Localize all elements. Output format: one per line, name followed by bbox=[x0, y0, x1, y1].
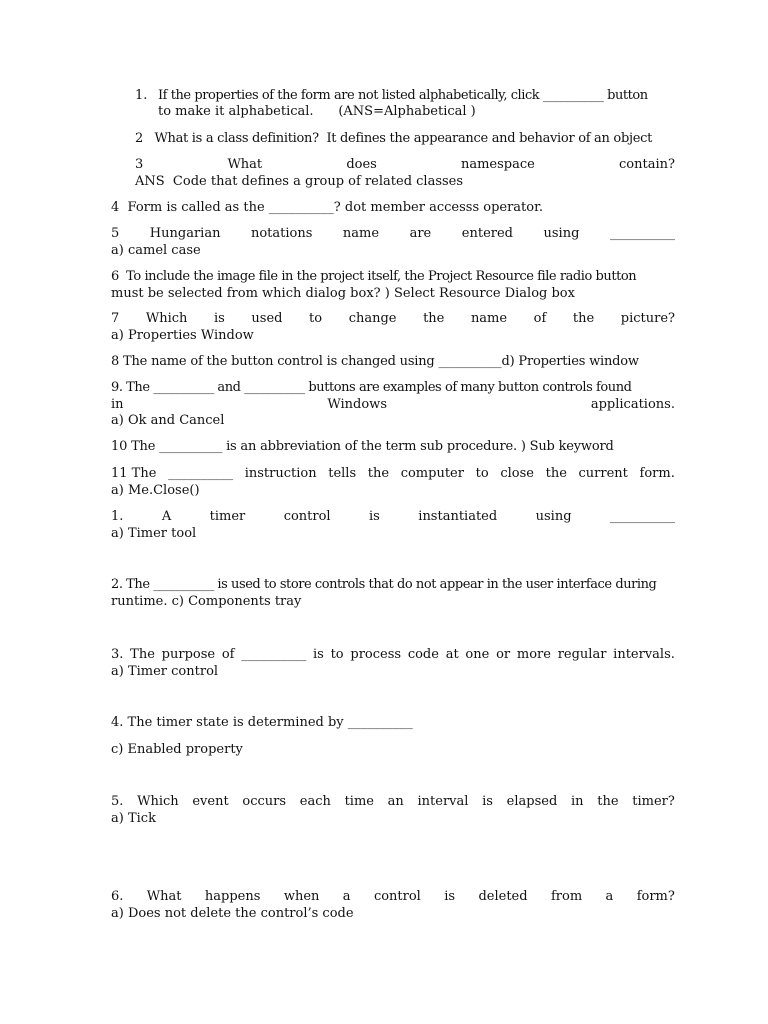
timer-question-3-answer: a) Timer control bbox=[111, 663, 219, 679]
question-7-word: the bbox=[423, 311, 445, 326]
timer-question-1-word: using bbox=[535, 509, 572, 524]
question-3-word: What bbox=[227, 157, 263, 172]
timer-question-1-word: A bbox=[161, 509, 172, 524]
timer-question-3-word: purpose bbox=[161, 647, 216, 662]
question-7-word: change bbox=[348, 311, 397, 326]
timer-question-6-word: a bbox=[342, 889, 351, 904]
timer-question-6-word: control bbox=[373, 889, 421, 904]
question-11-word: the bbox=[367, 466, 390, 481]
timer-question-5-word: interval bbox=[417, 794, 469, 809]
timer-question-2-line-2: runtime. c) Components tray bbox=[111, 593, 302, 609]
question-5-word: 5 bbox=[111, 226, 120, 241]
question-9-word: applications. bbox=[590, 396, 675, 412]
timer-question-3-word: more bbox=[516, 647, 551, 662]
timer-question-4-answer: c) Enabled property bbox=[111, 742, 243, 757]
question-3-word: contain? bbox=[619, 157, 675, 172]
timer-question-3-word: code bbox=[407, 647, 439, 662]
question-5-word: notations bbox=[250, 226, 313, 241]
question-11 bbox=[111, 466, 675, 499]
question-9-word: Windows bbox=[327, 396, 387, 412]
timer-question-6-word: deleted bbox=[478, 889, 528, 904]
question-7-word: 7 bbox=[111, 311, 120, 326]
question-11-word: form. bbox=[639, 466, 675, 481]
question-5 bbox=[111, 226, 675, 259]
question-5-line bbox=[111, 226, 675, 243]
question-11-word: __________ bbox=[168, 466, 234, 481]
question-6-line-2: must be selected from which dialog box? ) Select Resource Dialog box bbox=[111, 285, 575, 301]
question-5-word: Hungarian bbox=[149, 226, 221, 241]
timer-question-3-word: intervals. bbox=[613, 647, 675, 662]
timer-question-3-word: at bbox=[445, 647, 459, 662]
question-11-word: to bbox=[475, 466, 489, 481]
timer-question-5-word: the bbox=[597, 794, 619, 809]
timer-question-3-word: The bbox=[130, 647, 155, 662]
timer-question-4: 4. The timer state is determined by __________ bbox=[111, 715, 413, 730]
question-11-word: computer bbox=[400, 466, 464, 481]
question-9-line-1: 9. The __________ and __________ buttons are examples of many button controls found bbox=[111, 380, 632, 395]
timer-question-1-word: is bbox=[369, 509, 380, 524]
timer-question-5-word: in bbox=[571, 794, 584, 809]
question-8: 8 The name of the button control is changed using __________d) Properties window bbox=[111, 354, 639, 369]
question-3-word: namespace bbox=[460, 157, 535, 172]
question-11-word: instruction bbox=[244, 466, 317, 481]
timer-question-6-line bbox=[111, 889, 675, 906]
timer-question-5-answer: a) Tick bbox=[111, 810, 156, 826]
question-7-word: used bbox=[251, 311, 283, 326]
question-11-word: the bbox=[545, 466, 567, 481]
question-11-word: close bbox=[500, 466, 534, 481]
timer-question-5-word: timer? bbox=[632, 794, 675, 809]
question-7-word: is bbox=[213, 311, 225, 326]
timer-question-3-word: of bbox=[221, 647, 235, 662]
question-7-word: Which bbox=[145, 311, 188, 326]
question-5-word: name bbox=[342, 226, 380, 241]
question-11-line bbox=[111, 466, 675, 483]
timer-question-6-answer: a) Does not delete the control’s code bbox=[111, 905, 354, 921]
timer-question-5-word: occurs bbox=[242, 794, 287, 809]
question-6 bbox=[111, 269, 675, 302]
question-5-word: __________ bbox=[609, 226, 675, 241]
timer-question-6 bbox=[111, 889, 675, 922]
timer-question-6-word: 6. bbox=[111, 889, 124, 904]
timer-question-1-line bbox=[111, 509, 675, 526]
question-3 bbox=[135, 157, 675, 190]
timer-question-1-answer: a) Timer tool bbox=[111, 525, 197, 541]
question-9 bbox=[111, 380, 675, 430]
question-11-answer: a) Me.Close() bbox=[111, 482, 200, 498]
question-7-word: to bbox=[309, 311, 323, 326]
timer-question-2-line-1: 2. The __________ is used to store controls that do not appear in the user interface during bbox=[111, 577, 657, 592]
timer-question-6-word: a bbox=[605, 889, 614, 904]
timer-question-2 bbox=[111, 577, 675, 610]
timer-question-1-word: control bbox=[283, 509, 331, 524]
timer-question-1 bbox=[111, 509, 675, 542]
timer-question-5-word: an bbox=[387, 794, 404, 809]
timer-question-3 bbox=[111, 647, 675, 680]
question-3-line bbox=[135, 157, 675, 174]
question-1-line-2: to make it alphabetical. (ANS=Alphabetical ) bbox=[158, 104, 476, 119]
timer-question-1-word: instantiated bbox=[418, 509, 498, 524]
question-7-word: name bbox=[470, 311, 508, 326]
timer-question-3-word: one bbox=[465, 647, 490, 662]
question-11-word: current bbox=[578, 466, 628, 481]
question-9-line-2 bbox=[111, 397, 675, 414]
timer-question-1-word: 1. bbox=[111, 509, 124, 524]
question-10: 10 The __________ is an abbreviation of the term sub procedure. ) Sub keyword bbox=[111, 439, 614, 454]
question-4: 4 Form is called as the __________? dot member accesss operator. bbox=[111, 200, 544, 215]
timer-question-3-word: 3. bbox=[111, 647, 124, 662]
timer-question-5-word: each bbox=[299, 794, 331, 809]
timer-question-1-word: __________ bbox=[609, 509, 675, 524]
question-11-word: 11 The bbox=[111, 466, 157, 481]
question-1 bbox=[0, 88, 768, 122]
timer-question-5-word: elapsed bbox=[506, 794, 558, 809]
timer-question-3-word: regular bbox=[557, 647, 607, 662]
question-1-line-1: If the properties of the form are not listed alphabetically, click __________ button bbox=[158, 88, 648, 103]
timer-question-5-word: event bbox=[192, 794, 229, 809]
question-1-number: 1. bbox=[135, 88, 148, 103]
timer-question-3-word: __________ bbox=[241, 647, 307, 662]
question-6-line-1: 6 To include the image file in the project itself, the Project Resource file radio button bbox=[111, 269, 637, 284]
timer-question-5 bbox=[111, 794, 675, 827]
question-7-line bbox=[111, 311, 675, 328]
timer-question-6-word: form? bbox=[636, 889, 675, 904]
timer-question-5-word: time bbox=[344, 794, 374, 809]
timer-question-3-word: or bbox=[496, 647, 511, 662]
question-5-word: entered bbox=[461, 226, 513, 241]
question-5-word: are bbox=[409, 226, 432, 241]
timer-question-5-word: 5. bbox=[111, 794, 124, 809]
question-7-answer: a) Properties Window bbox=[111, 327, 254, 343]
question-5-answer: a) camel case bbox=[111, 242, 201, 258]
question-7 bbox=[111, 311, 675, 344]
question-3-answer: ANS Code that defines a group of related classes bbox=[135, 173, 464, 189]
timer-question-6-word: from bbox=[550, 889, 583, 904]
timer-question-6-word: What bbox=[146, 889, 182, 904]
timer-question-5-word: Which bbox=[137, 794, 179, 809]
question-3-word: does bbox=[346, 157, 377, 172]
question-7-word: picture? bbox=[620, 311, 675, 326]
timer-question-3-word: is bbox=[312, 647, 324, 662]
timer-question-3-word: process bbox=[350, 647, 402, 662]
question-2: 2 What is a class definition? It defines the appearance and behavior of an object bbox=[135, 131, 652, 146]
question-5-word: using bbox=[543, 226, 580, 241]
question-7-word: of bbox=[533, 311, 547, 326]
timer-question-6-word: happens bbox=[204, 889, 261, 904]
timer-question-1-word: timer bbox=[209, 509, 246, 524]
timer-question-5-line bbox=[111, 794, 675, 811]
question-3-word: 3 bbox=[135, 157, 144, 172]
question-9-answer: a) Ok and Cancel bbox=[111, 413, 225, 428]
timer-question-6-word: is bbox=[444, 889, 456, 904]
timer-question-5-word: is bbox=[482, 794, 493, 809]
timer-question-3-word: to bbox=[330, 647, 344, 662]
timer-question-6-word: when bbox=[283, 889, 320, 904]
timer-question-3-line bbox=[111, 647, 675, 664]
question-11-word: tells bbox=[328, 466, 357, 481]
question-7-word: the bbox=[572, 311, 595, 326]
question-9-word: in bbox=[111, 396, 124, 412]
